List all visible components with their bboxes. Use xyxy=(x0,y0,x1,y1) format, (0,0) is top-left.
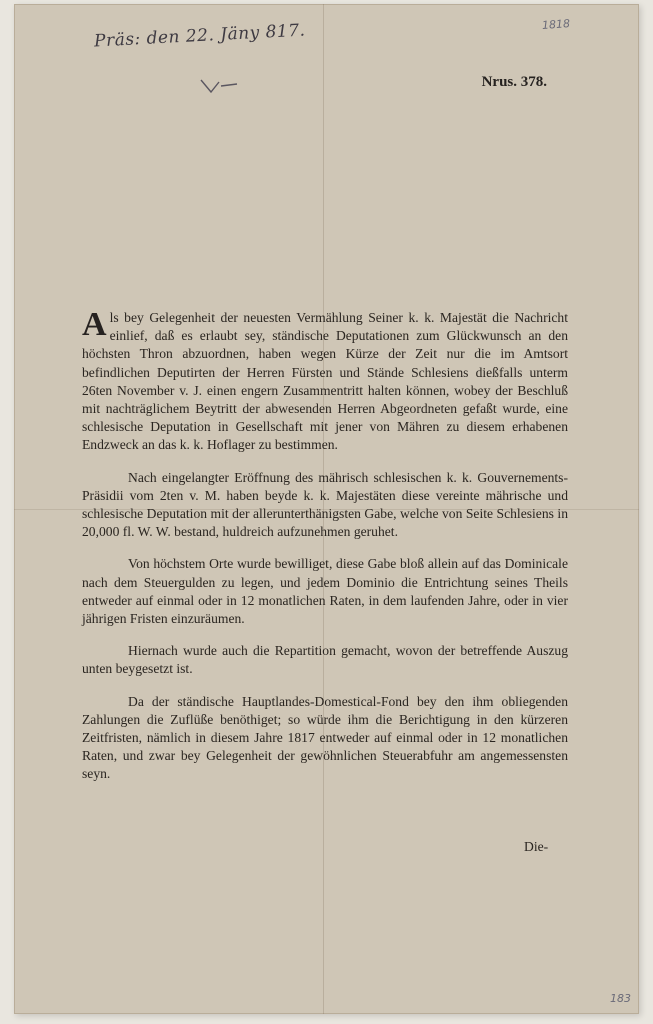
year-annotation: 1818 xyxy=(541,17,571,32)
document-number: Nrus. 378. xyxy=(481,74,547,90)
handwritten-receipt-note: Präs: den 22. Jäny 817. xyxy=(93,20,306,52)
paragraph-2: Nach eingelangter Eröffnung des mährisch schlesischen k. k. Gouvernements-Präsidii vom 2ten v. M. haben beyde k. k. Majestäten diese vereinte mährische und schlesische Deputation mit der allerunterthänigsten Gabe, welche von Seite Schlesiens in 20,000 fl. W. W. bestand, huldreich aufzunehmen geruhet. xyxy=(82,469,568,540)
paragraph-1-text: ls bey Gelegenheit der neuesten Vermählung Seiner k. k. Majestät die Nachricht einlief, daß es erlaubt sey, ständische Deputationen zum Glückwunsch an den höchsten Thron abzuordnen, haben wegen Kürze der Zeit nur die im Amtsort befindlichen Deputirten der Herren Fürsten und Stände Schlesiens dießfalls unterm 26ten November v. J. einen engern Zusammentritt halten können, wobey der Beschluß mit nachträglichem Beytritt der abwesenden Herren Abgeordneten gefaßt wurde, eine schlesische Deputation in Gesellschaft mit jener von Mähren zu diesem erhabenen Endzweck an das k. k. Hoflager zu bestimmen. xyxy=(82,310,568,453)
paragraph-5: Da der ständische Hauptlandes-Domestical-Fond bey den ihm obliegenden Zahlungen die Zuflüße benöthiget; so würde ihm die Berichtigung in den kürzeren Zeitfristen, nämlich in diesem Jahre 1817 entweder auf einmal oder in 12 monatlichen Raten, und zwar bey Gelegenheit der gewöhnlichen Steuerabfuhr am angemessensten seyn. xyxy=(82,693,568,782)
catchword: Die- xyxy=(524,839,549,854)
paragraph-3: Von höchstem Orte wurde bewilliget, diese Gabe bloß allein auf das Dominicale nach dem Steuergulden zu legen, und jedem Dominio die Entrichtung seines Theils entweder auf einmal oder in 12 monatlichen Raten, in dem laufenden Jahre, oder in vier jährigen Fristen einzuräumen. xyxy=(82,556,568,627)
document-body xyxy=(82,306,568,798)
paragraph-1 xyxy=(82,306,568,455)
page-number-annotation: 183 xyxy=(610,992,631,1005)
pencil-scratch-mark xyxy=(199,76,241,96)
paragraph-4: Hiernach wurde auch die Repartition gemacht, wovon der betreffende Auszug unten beygesetzt ist. xyxy=(82,643,568,677)
drop-capital: A xyxy=(82,306,107,343)
document-page xyxy=(14,4,639,1014)
